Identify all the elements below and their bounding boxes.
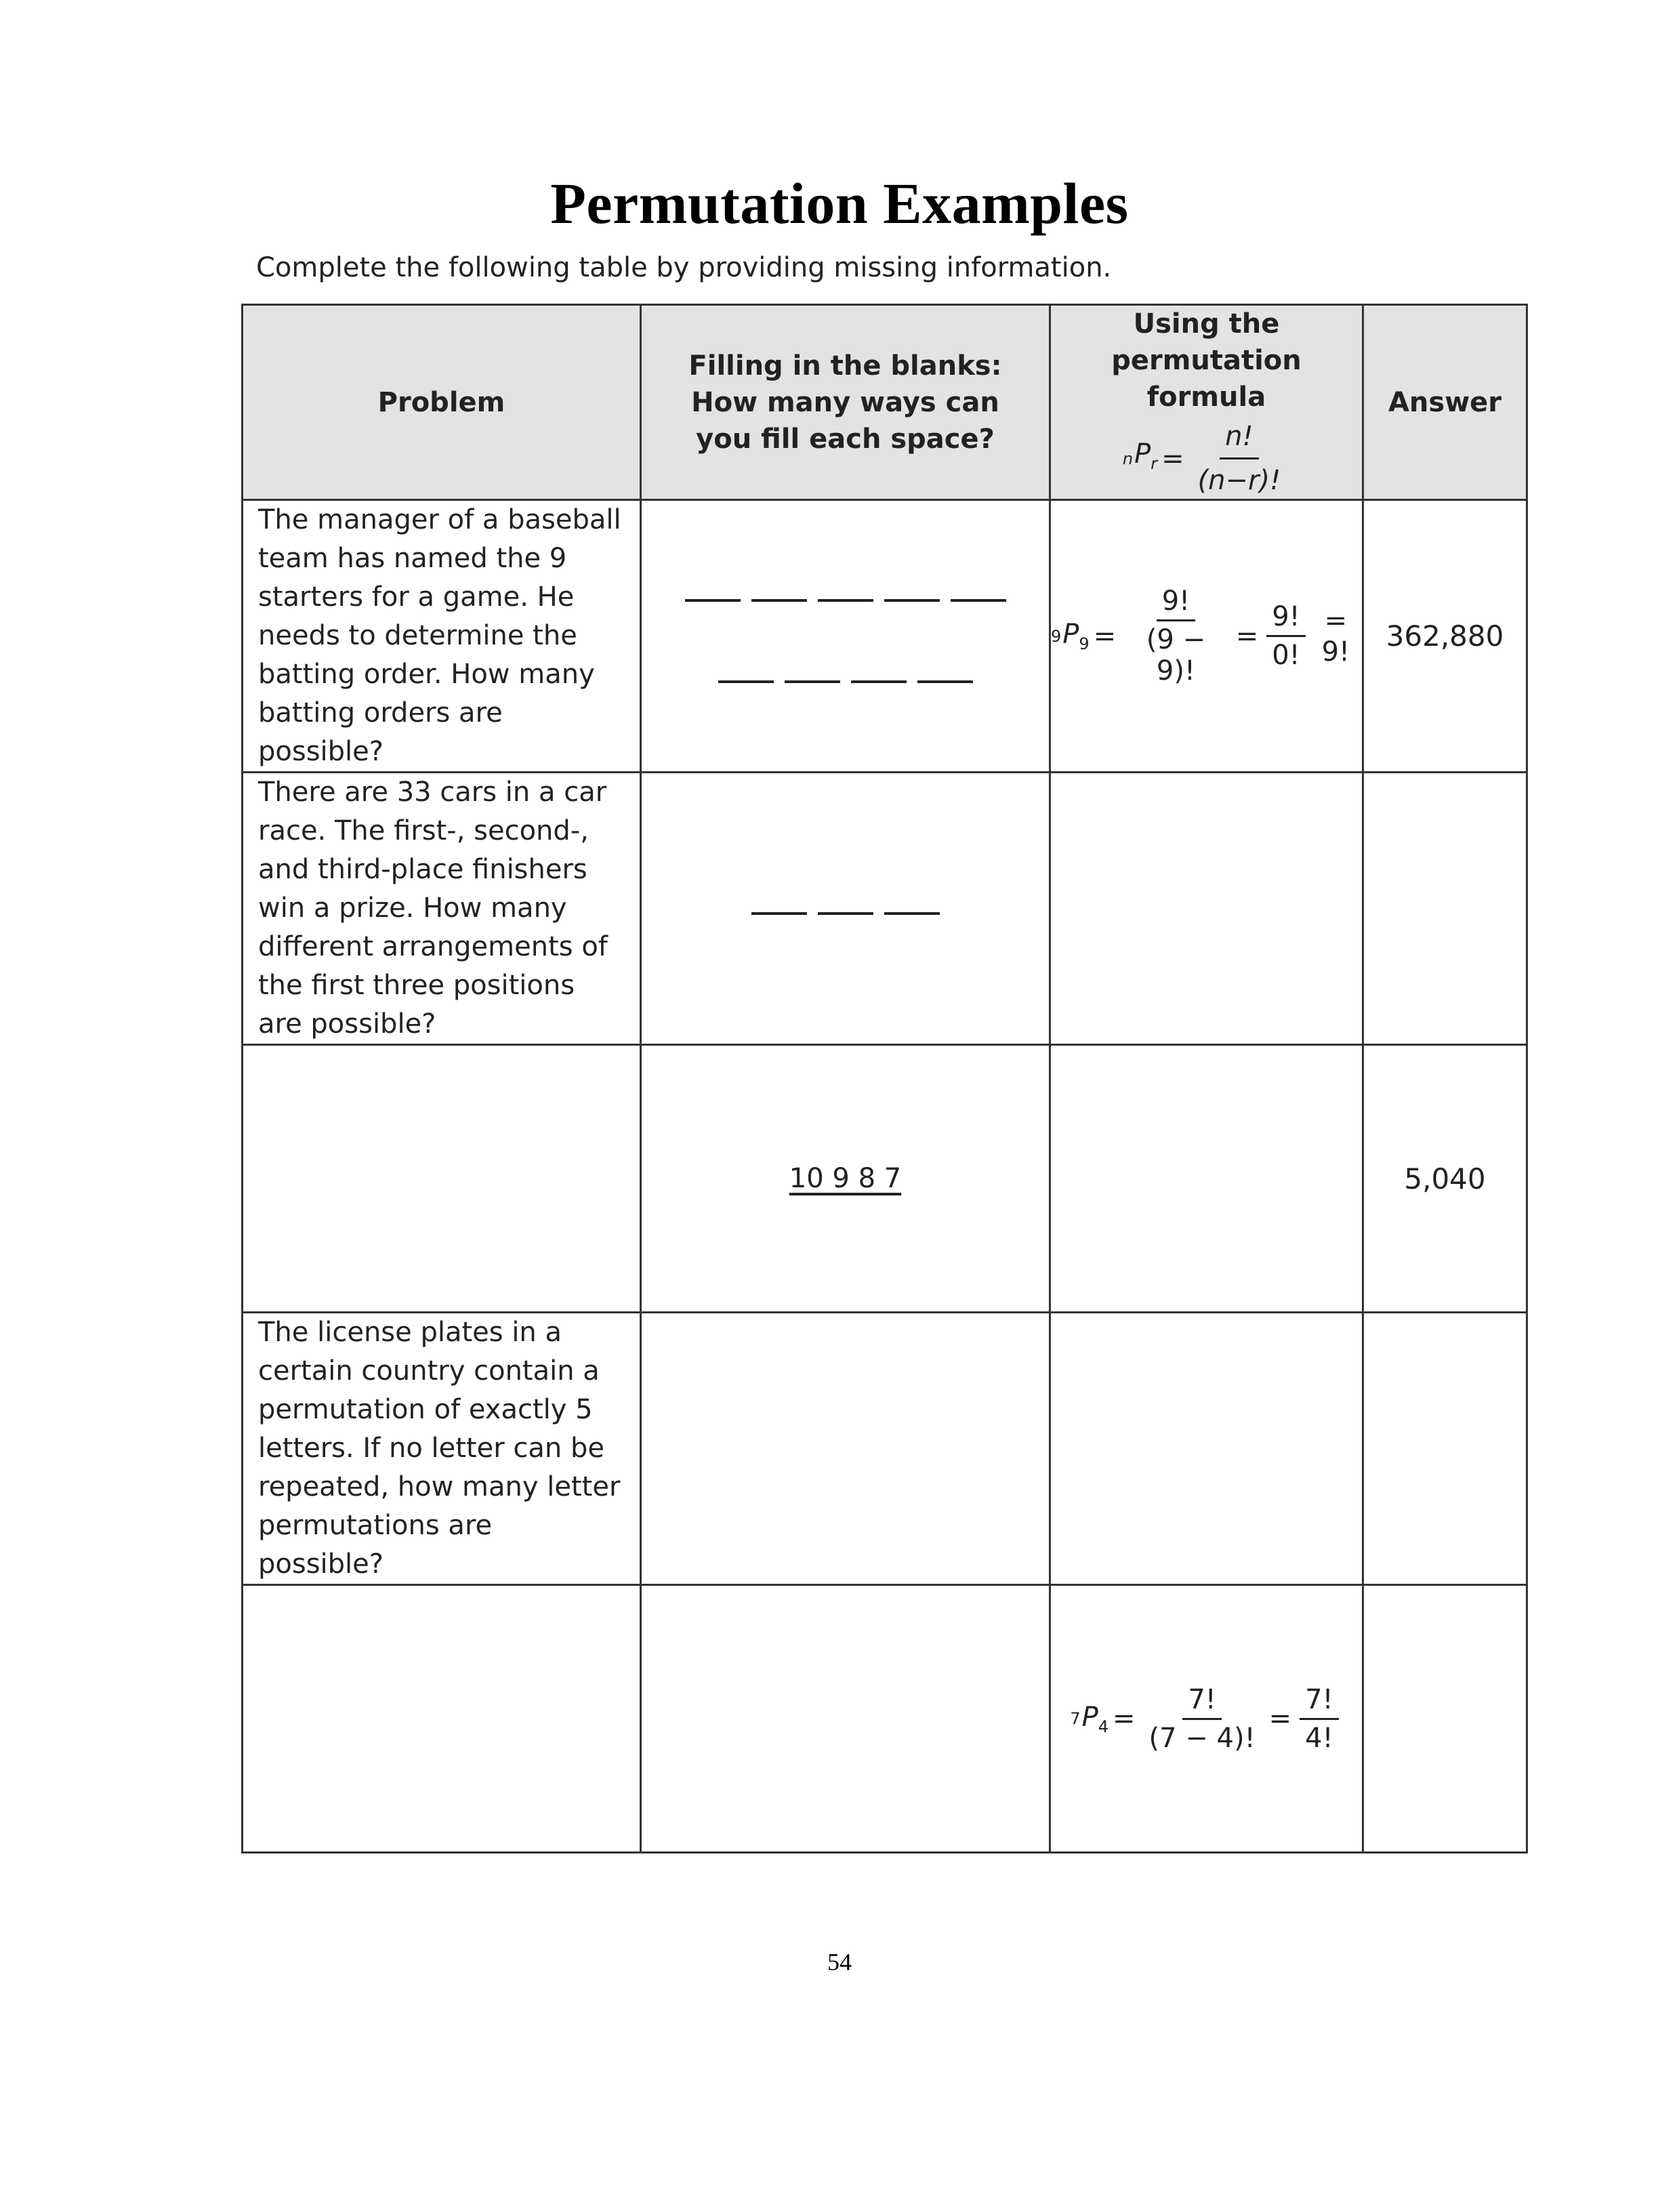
answer-blank xyxy=(917,674,973,683)
header-problem: Problem xyxy=(243,305,641,500)
answer-value: 5,040 xyxy=(1404,1162,1486,1195)
header-answer: Answer xyxy=(1363,305,1527,500)
general-permutation-formula: n $P_r$ = $\frac{n!}{(n-r)!}$ xyxy=(1123,418,1290,499)
answer-blank xyxy=(818,592,873,602)
fill-sequence: 10 9 8 7 xyxy=(789,1163,902,1194)
header-formula-line-2: permutation formula xyxy=(1111,345,1302,413)
table-row xyxy=(243,1045,1527,1313)
answer-blank xyxy=(685,592,741,602)
header-blanks-line-1: Filling in the blanks: xyxy=(688,350,1002,382)
blank-group xyxy=(642,868,1049,949)
blanks-cell xyxy=(641,500,1050,773)
problem-cell xyxy=(243,1313,641,1585)
blanks-cell xyxy=(641,773,1050,1045)
problem-cell xyxy=(243,1585,641,1853)
table-row xyxy=(243,1313,1527,1585)
blank-group xyxy=(642,636,1049,718)
answer-blank xyxy=(751,905,807,915)
permutation-table xyxy=(241,304,1528,1853)
answer-blank xyxy=(884,905,940,915)
formula-cell xyxy=(1050,1045,1363,1313)
formula-cell xyxy=(1050,500,1363,773)
answer-cell xyxy=(1363,773,1527,1045)
answer-cell xyxy=(1363,1045,1527,1313)
header-filling-blanks xyxy=(641,305,1050,500)
blanks-cell xyxy=(641,1585,1050,1853)
header-formula-line-1: Using the xyxy=(1133,308,1280,340)
answer-blank xyxy=(718,674,774,683)
answer-blank xyxy=(751,592,807,602)
page-number: 54 xyxy=(827,1948,852,1975)
header-blanks-line-2: How many ways can xyxy=(691,386,999,418)
table-header-row xyxy=(243,305,1527,500)
answer-cell xyxy=(1363,500,1527,773)
answer-blank xyxy=(851,674,907,683)
header-blanks-line-3: you fill each space? xyxy=(696,423,995,455)
answer-blank xyxy=(785,674,840,683)
blank-group xyxy=(642,555,1049,636)
table-row xyxy=(243,1585,1527,1853)
blanks-cell xyxy=(641,1313,1050,1585)
problem-cell xyxy=(243,500,641,773)
row-formula: 9 $P_9$ = $\frac{9!}{(9 - 9)!}$ = $\frac{9!}{0!}$ = 9! xyxy=(1051,586,1350,687)
header-formula xyxy=(1050,305,1363,500)
table-row xyxy=(243,500,1527,773)
formula-cell xyxy=(1050,1585,1363,1853)
row-formula: 7 $P_4$ = $\frac{7!}{(7 - 4)!}$ = $\frac{7!}{4!}$ xyxy=(1070,1684,1342,1754)
formula-cell xyxy=(1050,773,1363,1045)
problem-text: There are 33 cars in a car race. The first-, second-, and third-place finishers win a prize. How many different arrangements of the first three positions are possible? xyxy=(258,777,608,1040)
answer-cell xyxy=(1363,1585,1527,1853)
problem-cell xyxy=(243,1045,641,1313)
formula-cell xyxy=(1050,1313,1363,1585)
page-title: Permutation Examples xyxy=(550,171,1129,236)
table-row xyxy=(243,773,1527,1045)
instructions: Complete the following table by providing missing information. xyxy=(256,252,1112,283)
problem-text: The license plates in a certain country contain a permutation of exactly 5 letters. If no letter can be repeated, how many letter permutations are possible? xyxy=(258,1317,621,1580)
answer-cell xyxy=(1363,1313,1527,1585)
blanks-cell xyxy=(641,1045,1050,1313)
answer-value: 362,880 xyxy=(1386,619,1504,653)
answer-blank xyxy=(951,592,1006,602)
answer-blank xyxy=(818,905,873,915)
problem-cell xyxy=(243,773,641,1045)
problem-text: The manager of a baseball team has named the 9 starters for a game. He needs to determine the batting order. How many batting orders are possible? xyxy=(258,504,621,767)
answer-blank xyxy=(884,592,940,602)
